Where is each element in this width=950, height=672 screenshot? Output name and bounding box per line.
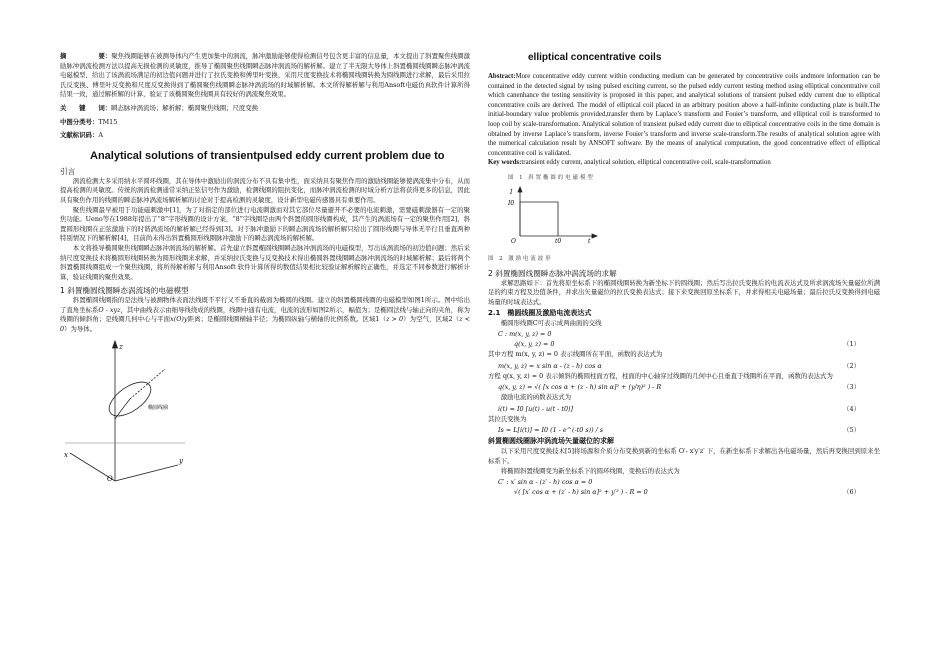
doc-code-label: 文献标识码：: [60, 131, 99, 140]
intro-para-1: 涡流检测大多采用纳水平圆环线圈，其在导体中激励出的涡流分布不具有集中性，面采纳具有聚焦作用的激励线圈能够使涡流集中分布，从而提高检测的灵敏度。传统的涡流检测通常采纳正弦信号作为激励，检测线圈的阻抗变化，而脉冲涡流检测的时域分析方法将获得更多的信息，因此具有聚焦作用的线圈的瞬态脉冲涡流场解析解的讨论对于提高检测的灵敏度，设计新型电磁传感器具有重要作用。: [60, 176, 470, 204]
axis-y-label: y: [179, 456, 183, 465]
section-2-para: 求解思路如下：首先将原坐标系下的椭圆线圈转换为新坐标下的圆线圈；然后写出拉氏变换后的电流表达式及所求涡流场矢量磁位所满足的约束方程及边值条件，并求出矢量磁位的拉氏变换表达式；接下来变换回原坐标系下，并求得相关电磁场量；最后拉氏反变换得到电磁场量的时域表达式。: [488, 278, 880, 306]
sec1-plane: x(O)y: [170, 315, 188, 324]
equation-4: [498, 404, 880, 414]
figure-2-pulse-waveform: [508, 186, 598, 244]
abstract-cn-text: 聚焦线圈能够在被测导体内产生更加集中的涡流，脉冲激励能够使得检测信号包含更丰富的信息量，本文提出了斜置聚焦线圈激励脉冲涡流检测方法以提高无损检测的灵敏度，推导了椭圆聚焦线圈瞬态脉冲涡流场的解析解。建立了半无限大导体上斜置椭圆线圈瞬态脉冲涡流电磁模型，给出了该涡流场满足的初边值问题并进行了拉氏变换和傅里叶变换，采用尺度变换技术将椭圆线圈转换为圆线圈进行求解，最后采用拉氏反变换、傅里叶反变换和尺度反变换得到了椭圆聚焦线圈瞬态脉冲涡流场的时域解析解。本文所得解析解与利用Ansoft电磁仿真软件计算所得结果一致，通过解析解的计算，验证了该椭圆聚焦线圈具有较好的涡流聚焦效果。: [60, 52, 471, 99]
eq2-number: （2）: [843, 361, 860, 370]
coil-normal: [130, 369, 165, 399]
eq1-number: （1）: [843, 340, 860, 349]
wave-t0-label: t0: [555, 237, 562, 244]
coil-label: 椭圆线圈: [148, 404, 169, 411]
eq4-body: i(t) = I0 [u(t) - u(t - t0)]: [498, 404, 574, 413]
pulse-line: [520, 202, 558, 236]
doc-code-text: A: [98, 131, 103, 140]
english-title-part1: Analytical solutions of transientpulsed eddy current problem due to: [90, 149, 445, 162]
axis-z-arrow: [113, 341, 118, 348]
clc-text: TM15: [98, 117, 118, 126]
sec22-text-1: 以下采用尺度变换技术[5]将场源和介质分布变换到新的坐标系 O′- x′y′z′ 下，在新坐标系下求解出各电磁场量，然后再变换回到原来坐标系下。: [488, 447, 880, 466]
axis-y-line: [115, 465, 178, 481]
sec1-text-d: ）为空气，区域2（: [403, 315, 460, 324]
eq2-body: m(x, y, z) = x sin α - (z - h) cos α: [498, 361, 602, 370]
tilt-angle-arc: [115, 399, 130, 419]
eq6-line-b: √( [x′ cos α + (z′ - h) sin α]² + y′² ) - R = 0: [514, 488, 648, 497]
wave-origin-label: O: [511, 237, 516, 244]
eq6-line-a: C′ : x′ sin α - (z′ - h) cos α = 0: [498, 478, 593, 487]
sec21-text-4: 激励电流的函数表达式为: [500, 393, 572, 402]
keywords-en-label: Key words:: [488, 159, 522, 167]
sec21-text-1: 椭圆形线圈C可表示成两曲面的交线: [500, 318, 602, 327]
left-column: [60, 52, 470, 492]
sec21-text-3: 方程 q(x, y, z) = 0 表示倾斜的椭圆柱面方程，柱面的中心轴穿过线圈的几何中心且垂直于线圈所在平面，函数的表达式为: [488, 371, 833, 380]
intro-heading: 引言: [60, 166, 76, 176]
eq3-number: （3）: [843, 383, 860, 392]
sec1-text-b: ，其中曲线表示由细导线绕成的线圈，线圈中通有电流，电流的波形如图2所示，幅值为；是椭圆法线与轴正向的夹角，称为线圈的倾斜角；是线圈几何中心与平面: [60, 305, 470, 324]
section-2-heading: 2 斜置椭圆线圈瞬态脉冲涡流场的求解: [488, 268, 617, 278]
abstract-en-label: Abstract:: [488, 73, 516, 80]
right-column: [488, 52, 880, 498]
sec1-region1: z > 0: [386, 315, 404, 324]
section-2-1-heading: 2.1 椭圆线圈及激励电流表达式: [488, 308, 592, 317]
intro-para-3: 本文将推导椭圆聚焦线圈瞬态脉冲涡流场的解析解。首先建立斜置椭圆线圈瞬态脉冲涡流场的电磁模型，写出该涡流场的初边值问题；然后采纳尺度变换技术将椭圆形线圈转换为圆形线圈来求解，并采纳拉氏变换与反变换技术得出椭圆斜置线圈瞬态脉冲涡流场的时域解析解；最后将两个斜置椭圆线圈组成一个聚焦线圈，将所得解析解与利用Ansoft 软件计算所得的数值结果相比较验证解析解的正确性，并选定不同参数进行解析计算，验证线圈的聚焦效果。: [60, 243, 470, 281]
eq5-number: （5）: [843, 426, 860, 435]
eq3-body: q(x, y, z) = √( [x cos α + (z - h) sin α]² + (y/η)² ) - R: [498, 383, 662, 392]
figure-1-caption: 图 1 斜置椭圆的电磁模型: [508, 174, 595, 181]
english-title-part2: elliptical concentrative coils: [528, 52, 662, 63]
keywords-en: [488, 158, 880, 168]
sec1-text-e: ）为导体。: [64, 325, 97, 334]
sec1-region2: z < 0: [60, 315, 470, 334]
axis-z-label: z: [119, 342, 123, 351]
keywords-cn-label: 关 键 词：: [60, 103, 112, 112]
sec1-text-a: 斜置椭圆线圈指的是法线与被测物体表面法线既不平行又不垂直的截面为椭圆的线圈。建立的斜置椭圆线圈的电磁模型如图1所示。图中给出了直角坐标系: [60, 296, 470, 314]
wave-t-label: t: [588, 237, 591, 244]
section-1-para: [60, 296, 470, 334]
section-2-2-heading: 斜置椭圆线圈脉冲涡流场矢量磁位的求解: [488, 437, 614, 446]
abstract-cn-label: 摘 要：: [60, 52, 112, 60]
equation-5: [498, 425, 880, 435]
origin-label: O: [107, 474, 113, 483]
axis-x-label: x: [64, 450, 68, 459]
keywords-cn-text: 瞬态脉冲涡流场；解析解；椭圆聚焦线圈；尺度变换: [111, 103, 259, 112]
sec1-coord: O - xyz: [98, 305, 121, 314]
doc-code: [60, 131, 470, 141]
eq5-body: Is = L[i(t)] = I0 (1 - e^(-t0 s)) / s: [498, 426, 604, 435]
figure-2-caption: 图 2 激励电流波形: [488, 256, 553, 263]
intro-para-2: 聚焦线圈最早被用于功能磁刺激中[1]，为了对指定的部位进行电流刺激而对其它部位尽量避开不必要的电流刺激，需要磁刺激器有一定的聚焦功能。Ueno等在1988年提出了“8”字形线圈的设计方案，“8”字线圈是由两个斜置的圆形线圈构成，其产生的涡流场有一定的聚焦作用[2]，斜置圆形线圈在正弦激励下的时谐涡流场的解析解已经得到[3]。对于脉冲激励下的瞬态涡流场的解析解只给出了圆形线圈与导体无平行且垂直两种特别情况下的解析解[4]，目前尚未得出斜置椭圆形线圈脉冲激励下的瞬态涡流场的解析解。: [60, 205, 470, 243]
figure-1-coil-model: [60, 339, 190, 489]
equation-6: [498, 477, 880, 497]
equation-3: [498, 382, 880, 392]
clc-label: 中图分类号：: [60, 117, 99, 126]
eq1-line-a: C : m(x, y, z) = 0: [498, 330, 552, 339]
keywords-cn: [60, 104, 470, 114]
eq1-line-b: q(x, y, z) = 0: [514, 340, 555, 349]
section-1-heading: 1 斜置椭圆线圈瞬态涡流场的电磁模型: [60, 286, 189, 296]
keywords-en-text: transient eddy current, analytical solution, elliptical concentrative coil, scale-transformation: [521, 159, 771, 167]
sec22-text-2: 将椭圆斜置线圈变为新坐标系下的圆环线圈，变换后的表达式为: [500, 466, 680, 475]
wave-axis-x-arrow: [592, 234, 597, 238]
equation-1: [498, 329, 880, 349]
abstract-en: [488, 72, 880, 158]
wave-i0-label: I0: [508, 199, 515, 207]
eq6-number: （6）: [843, 488, 860, 497]
eq4-number: （4）: [843, 404, 860, 413]
sec1-text-c: 距离；是椭圆线圈横轴半径；为椭圆纵轴与横轴的比例系数。区域1（: [187, 315, 387, 324]
clc-number: [60, 118, 470, 128]
equation-2: [498, 361, 880, 371]
wave-axis-y-arrow: [518, 187, 522, 192]
abstract-en-text: More concentrative eddy current within conducting medium can be generated by concentrative coils andmore information can be contained in the detected signal by using pulsed exciting current, so the pulsed eddy current testing method using elliptical concentrative coil which canenhance the testing sensitivity is proposed in this paper, and analytical solutions of transient pulsed eddy current due to elliptical concentrative coils are derived. The model of elliptical coil placed in an arbitrary position above a half-infinite conducting plate is built.The initial-boundary value problemis provided,transfer them by Laplace’s transform and Fouier’s transform, and elliptical coil is transformed to loop coil by scale-transformation. Analytical solution of transient pulsed eddy current due to elliptical concentrative coils in the time domain is obtained by inverse Laplace’s transform, inverse Fouier’s transform and inverse scale-transform.The results of analytical solution agree with the numerical calculation result by ANSOFT software. By the means of analytical computation, the good concentrative effect of elliptical concentrative coil is validated.: [488, 73, 880, 157]
abstract-cn: [60, 52, 470, 100]
sec21-text-5: 其拉氏变换为: [488, 414, 527, 423]
sec21-text-2: 其中方程 m(x, y, z) = 0 表示线圈所在平面，函数的表达式为: [488, 350, 663, 359]
wave-i-label: I: [510, 188, 513, 196]
figure-1-caption-block: [488, 174, 880, 265]
